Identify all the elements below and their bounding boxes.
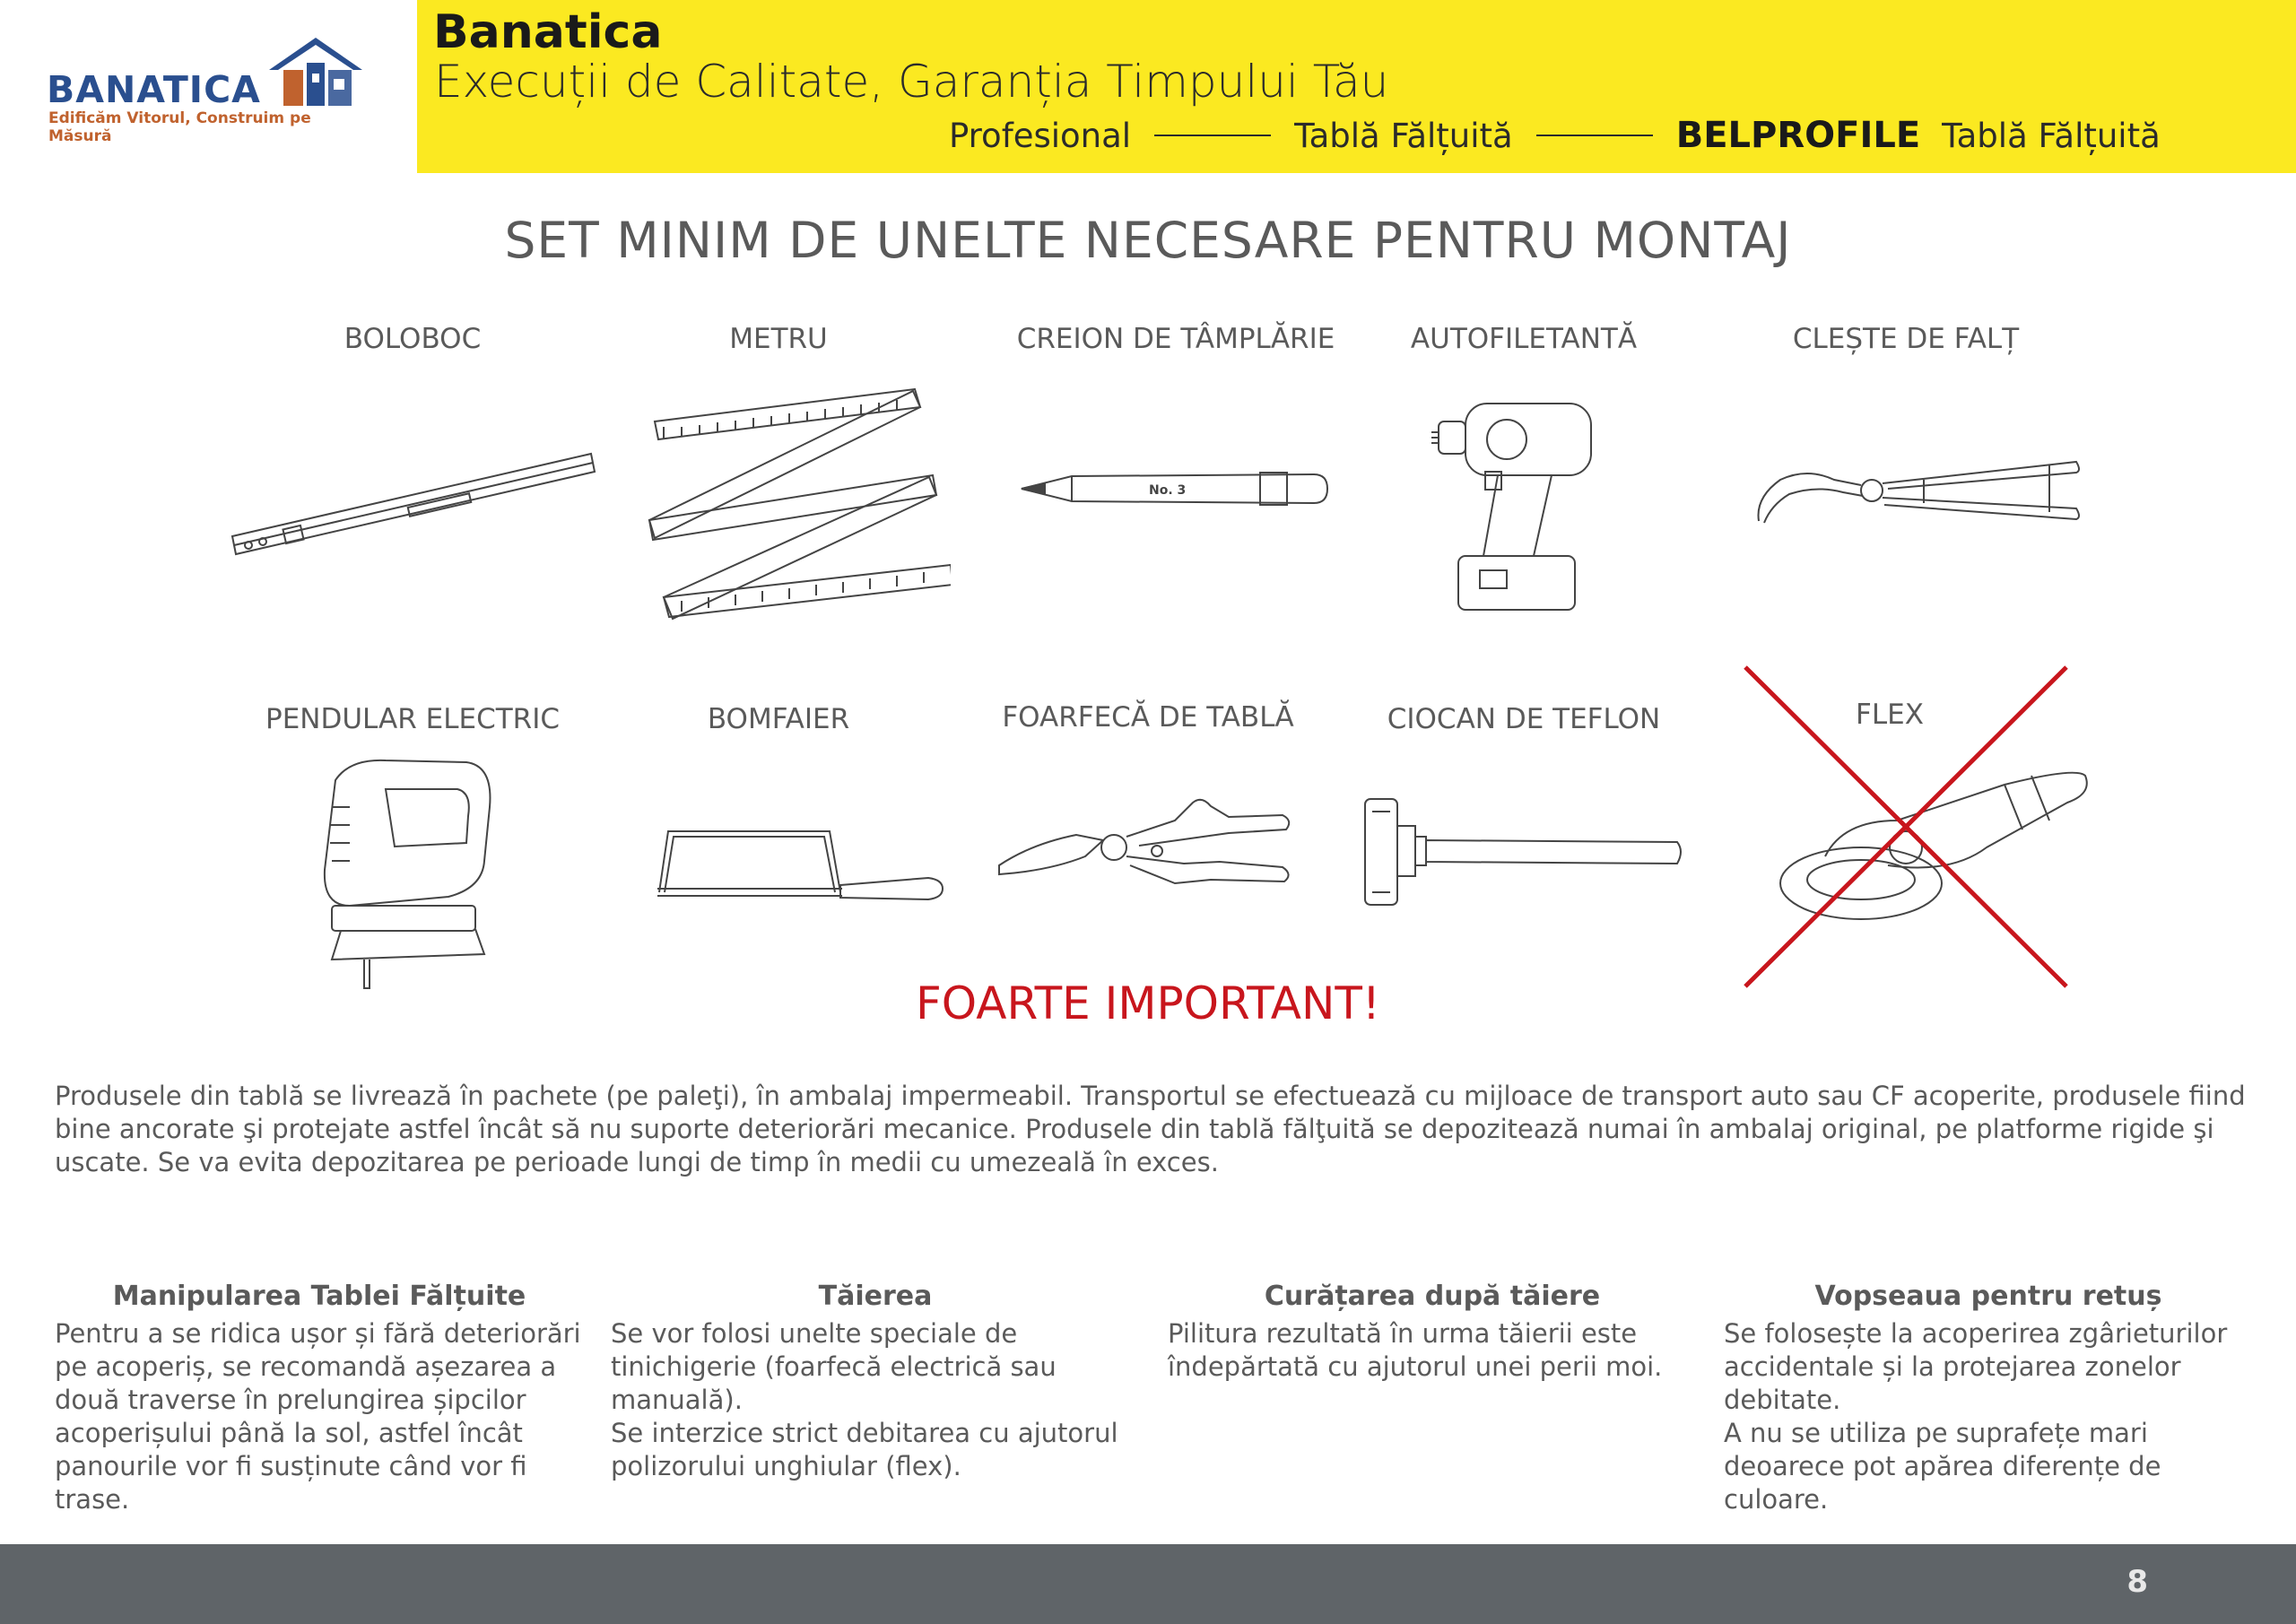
cordless-drill-icon bbox=[1426, 386, 1605, 628]
column-title: Curățarea după tăiere bbox=[1264, 1281, 1601, 1312]
brand-title: Banatica bbox=[433, 5, 663, 59]
tool-label-ciocan: CIOCAN DE TEFLON bbox=[1387, 703, 1661, 735]
important-heading: FOARTE IMPORTANT! bbox=[916, 977, 1380, 1029]
column-title: Vopseaua pentru retuș bbox=[1814, 1281, 2162, 1312]
house-logo-icon bbox=[262, 34, 368, 109]
seaming-pliers-icon bbox=[1753, 453, 2085, 529]
tool-label-flex: FLEX bbox=[1856, 699, 1924, 731]
breadcrumb-item-current: Tablă Fălțuită bbox=[1942, 116, 2161, 155]
page-title: SET MINIM DE UNELTE NECESARE PENTRU MONTAJ bbox=[504, 212, 1792, 269]
column-vopseaua bbox=[1724, 1281, 2253, 1516]
column-text: Pilitura rezultată în urma tăierii este îndepărtată cu ajutorul unei perii moi. bbox=[1168, 1318, 1663, 1382]
breadcrumb-item-tabla[interactable]: Tablă Fălțuită bbox=[1294, 116, 1513, 155]
tool-label-foarfeca: FOARFECĂ DE TABLĂ bbox=[1002, 701, 1294, 734]
hacksaw-icon bbox=[650, 821, 946, 901]
breadcrumb-separator bbox=[1536, 135, 1653, 136]
pencil-label: No. 3 bbox=[1149, 483, 1187, 498]
breadcrumb-item-profesional[interactable]: Profesional bbox=[949, 116, 1132, 155]
page-number: 8 bbox=[2126, 1564, 2148, 1600]
column-title: Tăierea bbox=[818, 1281, 933, 1312]
column-taierea bbox=[611, 1281, 1140, 1483]
prohibited-cross-icon bbox=[1740, 664, 2072, 991]
tool-label-cleste: CLEȘTE DE FALȚ bbox=[1792, 323, 2020, 355]
tool-label-metru: METRU bbox=[729, 323, 828, 355]
folding-ruler-icon bbox=[628, 386, 951, 632]
storage-paragraph: Produsele din tablă se livrează în pachete (pe paleţi), în ambalaj impermeabil. Transportul se efectuează cu mijloace de transport auto sau CF acoperite, produsele fiind bine ancorate şi protejate astfel încât să nu suporte deteriorări mecanice. Produsele din tablă fălţuită se depozitează numai în ambalaj original, pe platforme rigide şi uscate. Se va evita depozitarea pe perioade lungi de timp în medii cu umezeală în exces. bbox=[55, 1081, 2246, 1177]
logo-tagline: Edificăm Vitorul, Construim pe Măsură bbox=[48, 109, 311, 145]
logo bbox=[36, 30, 377, 145]
tool-label-creion: CREION DE TÂMPLĂRIE bbox=[1016, 323, 1335, 355]
jigsaw-icon bbox=[314, 753, 511, 995]
carpenter-pencil-icon bbox=[1018, 462, 1332, 516]
breadcrumb-separator bbox=[1154, 135, 1271, 136]
footer-bar bbox=[0, 1544, 2296, 1624]
column-text: Pentru a se ridica ușor și fără deteriorări pe acoperiș, se recomandă așezarea a două traverse în prelungirea șipcilor acoperișului până la sol, astfel încât panourile vor fi susținute când vor fi trase. bbox=[55, 1318, 581, 1515]
tool-label-bomfaier: BOMFAIER bbox=[707, 703, 850, 735]
spirit-level-icon bbox=[229, 448, 596, 569]
column-text: Se vor folosi unelte speciale de tinichigerie (foarfecă electrică sau manuală). Se interzice strict debitarea cu ajutorul polizorului unghiular (flex). bbox=[611, 1318, 1118, 1481]
column-manipulare bbox=[55, 1281, 584, 1516]
column-curatarea bbox=[1168, 1281, 1697, 1384]
tool-label-boloboc: BOLOBOC bbox=[344, 323, 482, 355]
breadcrumb-item-belprofile[interactable]: BELPROFILE bbox=[1675, 115, 1921, 156]
column-title: Manipularea Tablei Fălțuite bbox=[112, 1281, 526, 1312]
column-text: Se folosește la acoperirea zgârieturilor accidentale și la protejarea zonelor debitate. A nu se utiliza pe suprafețe mari deoarece pot apărea diferențe de culoare. bbox=[1724, 1318, 2228, 1515]
slogan: Execuții de Calitate, Garanția Timpului Tău bbox=[434, 56, 1389, 108]
logo-wordmark: BANATICA bbox=[47, 68, 261, 111]
tool-label-pendular: PENDULAR ELECTRIC bbox=[265, 703, 560, 735]
breadcrumb bbox=[949, 113, 2161, 158]
tool-label-autofiletanta: AUTOFILETANTĂ bbox=[1410, 323, 1638, 355]
teflon-hammer-icon bbox=[1363, 794, 1686, 910]
tin-snips-icon bbox=[996, 794, 1296, 892]
